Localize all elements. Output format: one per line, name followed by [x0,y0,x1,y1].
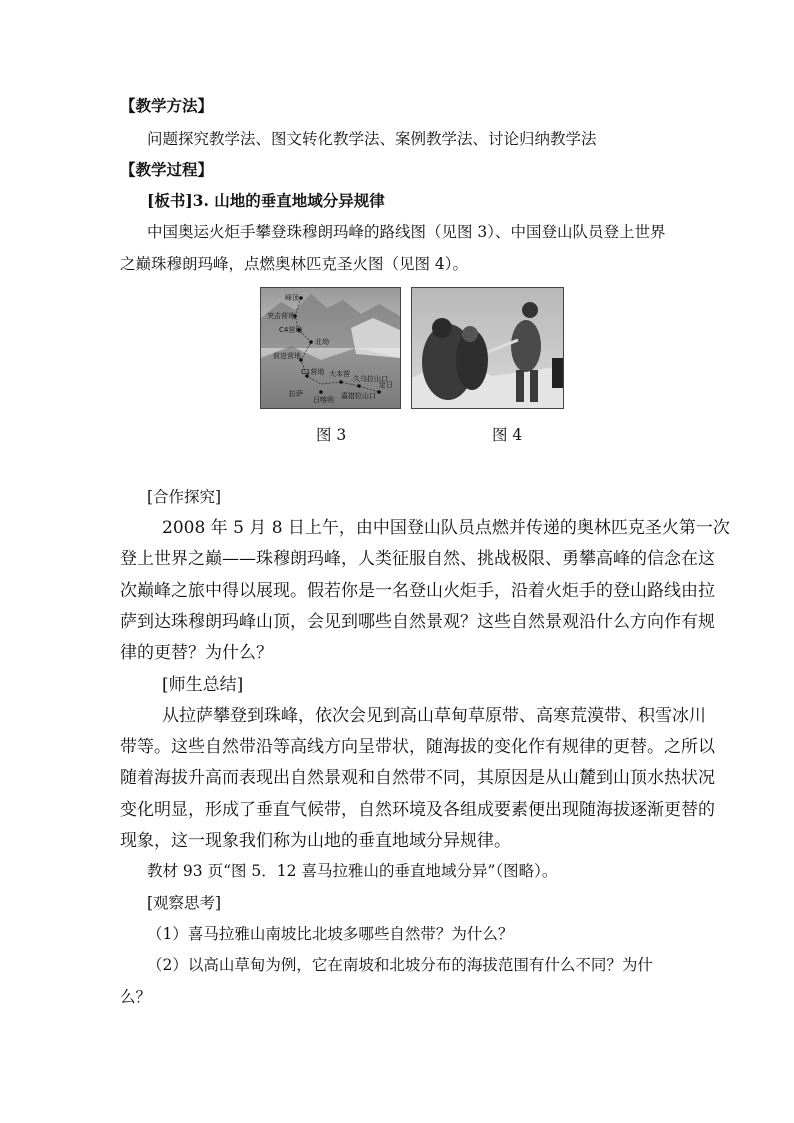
summary-line-4: 变化明显，形成了垂直气候带，自然环境及各组成要素便出现随海拔逐渐更替的 [120,800,715,820]
heading-teaching-method: 【教学方法】 [120,96,214,115]
question-2-line-1: （2）以高山草甸为例，它在南坡和北坡分布的海拔范围有什么不同？为什 [147,956,653,974]
map-label-advance-camp: 前进营地 [273,352,301,360]
figure-3-route-map [260,287,401,409]
map-label-lhasa: 拉萨 [289,390,303,398]
question-1: （1）喜马拉雅山南坡比北坡多哪些自然带？为什么？ [147,925,514,943]
summary-label: [师生总结] [162,675,244,695]
map-label-north-col: 北坳 [315,338,329,346]
figure-4-caption: 图 4 [492,426,523,444]
coop-line-1: 2008 年 5 月 8 日上午，由中国登山队员点燃并传递的奥林匹克圣火第一次 [162,518,730,538]
route-point-peak [299,296,303,300]
cooperation-label: [合作探究] [147,488,222,506]
summary-line-2: 带等。这些自然带沿等高线方向呈带状，随海拔的变化作有规律的更替。之所以 [120,737,715,757]
heading-teaching-process: 【教学过程】 [120,160,214,179]
intro-line-2: 之巅珠穆朗玛峰，点燃奥林匹克圣火图（见图 4）。 [120,255,469,273]
summary-line-3: 随着海拔升高而表现出自然景观和自然带不同，其原因是从山麓到山顶水热状况 [120,768,715,788]
figure-3-caption: 图 3 [316,426,347,444]
summary-line-5: 现象，这一现象我们称为山地的垂直地域分异规律。 [120,831,511,851]
map-label-c4: C4营地 [279,326,303,334]
summary-line-1: 从拉萨攀登到珠峰，依次会见到高山草甸草原带、高寒荒漠带、积雪冰川 [162,706,706,726]
question-2-line-2: 么？ [120,988,152,1006]
figure-4-photo [411,287,564,409]
map-label-peak: 峰顶 [285,294,299,302]
coop-line-3: 次巅峰之旅中得以展现。假若你是一名登山火炬手，沿着火炬手的登山路线由拉 [120,581,715,601]
teaching-methods-text: 问题探究教学法、图文转化教学法、案例教学法、讨论归纳教学法 [147,130,597,148]
map-label-assault-camp: 突击营地 [267,312,295,320]
observe-label: [观察思考] [147,894,222,912]
map-label-dingri: 定日 [379,381,393,389]
map-label-basecamp: 大本营 [329,370,350,378]
map-label-jiuwula: 久乌拉山口 [353,375,388,383]
map-label-jiacuola: 嘉措拉山口 [341,392,376,400]
map-label-shigatse: 日喀则 [313,396,334,404]
coop-line-5: 律的更替？为什么？ [120,643,273,663]
textbook-reference: 教材 93 页“图 5．12 喜马拉雅山的垂直地域分异”（图略）。 [147,862,558,880]
coop-line-2: 登上世界之巅——珠穆朗玛峰，人类征服自然、挑战极限、勇攀高峰的信念在这 [120,549,715,569]
intro-line-1: 中国奥运火炬手攀登珠穆朗玛峰的路线图（见图 3）、中国登山队员登上世界 [147,223,666,241]
map-label-c1: C1营地 [301,368,325,376]
board-title: [板书]3. 山地的垂直地域分异规律 [147,191,385,210]
coop-line-4: 萨到达珠穆朗玛峰山顶，会见到哪些自然景观？这些自然景观沿什么方向作有规 [120,612,715,632]
